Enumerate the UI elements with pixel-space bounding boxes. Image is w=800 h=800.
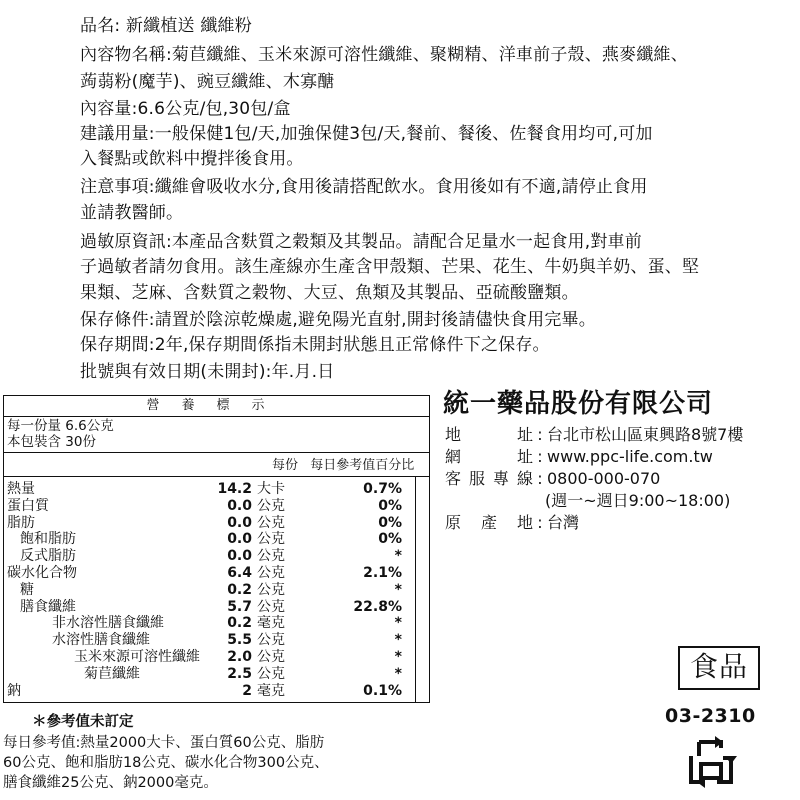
website-label: 網址 xyxy=(445,447,533,466)
column-header xyxy=(272,457,414,475)
nutrient-value: 0.0 xyxy=(227,514,252,531)
info-line: 保存期間:2年,保存期間係指未開封狀態且正常條件下之保存。 xyxy=(80,335,550,355)
info-line: 保存條件:請置於陰涼乾燥處,避免陽光直射,開封後請儘快食用完畢。 xyxy=(80,310,596,330)
nutrient-name: 碳水化合物 xyxy=(7,565,77,581)
info-line: 品名: 新纖植送 纖維粉 xyxy=(80,16,252,36)
nutrient-daily-percent: * xyxy=(394,632,402,649)
company-hours-row xyxy=(545,490,730,512)
nutrient-name: 脂肪 xyxy=(7,514,35,531)
nutrient-name: 菊苣纖維 xyxy=(84,665,140,682)
nutrient-value: 2.5 xyxy=(227,665,252,682)
nutrient-name: 飽和脂肪 xyxy=(20,531,76,548)
info-line: 入餐點或飲料中攪拌後食用。 xyxy=(80,149,304,169)
hotline-label: 客服專線 xyxy=(445,469,533,488)
col-daily-percent: 每日參考值百分比 xyxy=(310,458,415,473)
info-line: 建議用量:一般保健1包/天,加強保健3包/天,餐前、餐後、佐餐食用均可,可加 xyxy=(80,124,653,144)
nutrient-name: 膳食纖維 xyxy=(20,598,76,615)
nutrient-unit: 毫克 xyxy=(257,682,285,699)
info-line: 過敏原資訊:本產品含麩質之穀類及其製品。請配合足量水一起食用,對車前 xyxy=(80,232,642,252)
nutrient-unit: 公克 xyxy=(257,565,285,581)
nutrient-daily-percent: 0% xyxy=(378,531,402,548)
origin-value: 台灣 xyxy=(547,513,580,532)
nutrient-daily-percent: * xyxy=(394,615,402,632)
nutrition-row xyxy=(4,683,429,700)
nutrient-unit: 公克 xyxy=(257,665,285,682)
nutrient-daily-percent: 2.1% xyxy=(363,565,402,581)
nutrient-unit: 毫克 xyxy=(257,615,285,632)
servings-per-package: 本包裝含 30份 xyxy=(7,434,96,450)
daily-reference-line: 膳食纖維25公克、鈉2000毫克。 xyxy=(3,775,218,791)
food-mark-badge: 食品 xyxy=(678,646,760,690)
nutrition-table xyxy=(3,395,430,703)
nutrient-value: 0.2 xyxy=(227,615,252,632)
nutrition-row xyxy=(4,615,429,632)
license-code: 03-2310 xyxy=(665,705,756,727)
nutrient-unit: 公克 xyxy=(257,514,285,531)
nutrition-row xyxy=(4,548,429,565)
nutrient-name: 糖 xyxy=(20,581,34,598)
daily-reference-line: 每日參考值:熱量2000大卡、蛋白質60公克、脂肪 xyxy=(3,735,325,751)
nutrition-row xyxy=(4,649,429,666)
nutrient-name: 蛋白質 xyxy=(7,497,49,514)
nutrient-value: 0.0 xyxy=(227,548,252,565)
info-line: 並請教醫師。 xyxy=(80,203,184,223)
nutrient-daily-percent: 22.8% xyxy=(353,598,402,615)
recycle-icon xyxy=(685,734,737,792)
nutrient-daily-percent: 0.1% xyxy=(363,682,402,699)
nutrient-unit: 公克 xyxy=(257,497,285,514)
nutrient-value: 5.7 xyxy=(227,598,252,615)
nutrient-name: 非水溶性膳食纖維 xyxy=(52,615,164,632)
nutrient-name: 熱量 xyxy=(7,481,35,497)
serving-size: 每一份量 6.6公克 xyxy=(7,418,114,434)
nutrient-daily-percent: * xyxy=(394,581,402,598)
nutrient-value: 5.5 xyxy=(227,632,252,649)
nutrition-row xyxy=(4,599,429,616)
info-line: 注意事項:纖維會吸收水分,食用後請搭配飲水。食用後如有不適,請停止食用 xyxy=(80,177,648,197)
nutrient-value: 0.0 xyxy=(227,497,252,514)
nutrient-unit: 公克 xyxy=(257,598,285,615)
nutrient-daily-percent: * xyxy=(394,665,402,682)
nutrient-daily-percent: 0% xyxy=(378,514,402,531)
divider xyxy=(4,476,429,477)
company-website-row: 網址 : www.ppc-life.com.tw xyxy=(445,447,713,466)
info-line: 蒟蒻粉(魔芋)、豌豆纖維、木寡醣 xyxy=(80,72,335,92)
nutrient-unit: 公克 xyxy=(257,548,285,565)
nutrition-row xyxy=(4,632,429,649)
nutrition-row xyxy=(4,582,429,599)
info-line: 子過敏者請勿食用。該生產線亦生產含甲殼類、芒果、花生、牛奶與羊奶、蛋、堅 xyxy=(80,257,700,277)
nutrient-name: 水溶性膳食纖維 xyxy=(52,632,150,649)
company-hotline-row: 客服專線 : 0800-000-070 xyxy=(445,469,661,488)
company-origin-row: 原產地 : 台灣 xyxy=(445,513,580,532)
nutrient-daily-percent: 0% xyxy=(378,497,402,514)
info-line: 果類、芝麻、含麩質之穀物、大豆、魚類及其製品、亞硫酸鹽類。 xyxy=(80,283,579,303)
reference-note: ＊參考值未訂定 xyxy=(32,714,134,730)
nutrient-daily-percent: * xyxy=(394,649,402,665)
nutrient-daily-percent: * xyxy=(394,548,402,565)
service-hours: (週一~週日9:00~18:00) xyxy=(545,491,731,510)
nutrition-row xyxy=(4,498,429,515)
nutrient-unit: 公克 xyxy=(257,632,285,649)
divider xyxy=(4,452,429,453)
nutrient-value: 0.0 xyxy=(227,531,252,548)
nutrient-name: 鈉 xyxy=(7,682,21,699)
nutrient-name: 玉米來源可溶性纖維 xyxy=(74,649,200,665)
nutrient-unit: 公克 xyxy=(257,531,285,548)
address-label: 地址 xyxy=(445,425,533,444)
nutrition-row xyxy=(4,515,429,532)
col-per-serving: 每份 xyxy=(272,458,299,473)
nutrient-unit: 公克 xyxy=(257,649,285,665)
nutrient-value: 2 xyxy=(242,682,252,699)
nutrient-value: 2.0 xyxy=(227,649,252,665)
nutrient-value: 6.4 xyxy=(227,565,252,581)
nutrient-value: 14.2 xyxy=(217,481,252,497)
nutrition-row xyxy=(4,531,429,548)
address-value: 台北市松山區東興路8號7樓 xyxy=(547,425,744,444)
nutrition-row xyxy=(4,565,429,582)
daily-reference-line: 60公克、飽和脂肪18公克、碳水化合物300公克、 xyxy=(3,755,329,771)
nutrient-value: 0.2 xyxy=(227,581,252,598)
company-address-row: 地址 : 台北市松山區東興路8號7樓 xyxy=(445,425,744,444)
nutrition-row xyxy=(4,666,429,683)
nutrition-title: 營養標示 xyxy=(4,396,429,417)
info-line: 批號與有效日期(未開封):年.月.日 xyxy=(80,362,335,382)
nutrient-unit: 大卡 xyxy=(257,481,285,497)
origin-label: 原產地 xyxy=(445,513,533,532)
nutrient-daily-percent: 0.7% xyxy=(363,481,402,497)
info-line: 內容物名稱:菊苣纖維、玉米來源可溶性纖維、聚糊精、洋車前子殼、燕麥纖維、 xyxy=(80,45,688,65)
nutrition-row xyxy=(4,481,429,498)
nutrient-unit: 公克 xyxy=(257,581,285,598)
info-line: 內容量:6.6公克/包,30包/盒 xyxy=(80,99,291,119)
company-name: 統一藥品股份有限公司 xyxy=(443,389,714,419)
hotline-value: 0800-000-070 xyxy=(547,469,661,488)
nutrient-name: 反式脂肪 xyxy=(20,548,76,565)
website-value: www.ppc-life.com.tw xyxy=(547,447,713,466)
